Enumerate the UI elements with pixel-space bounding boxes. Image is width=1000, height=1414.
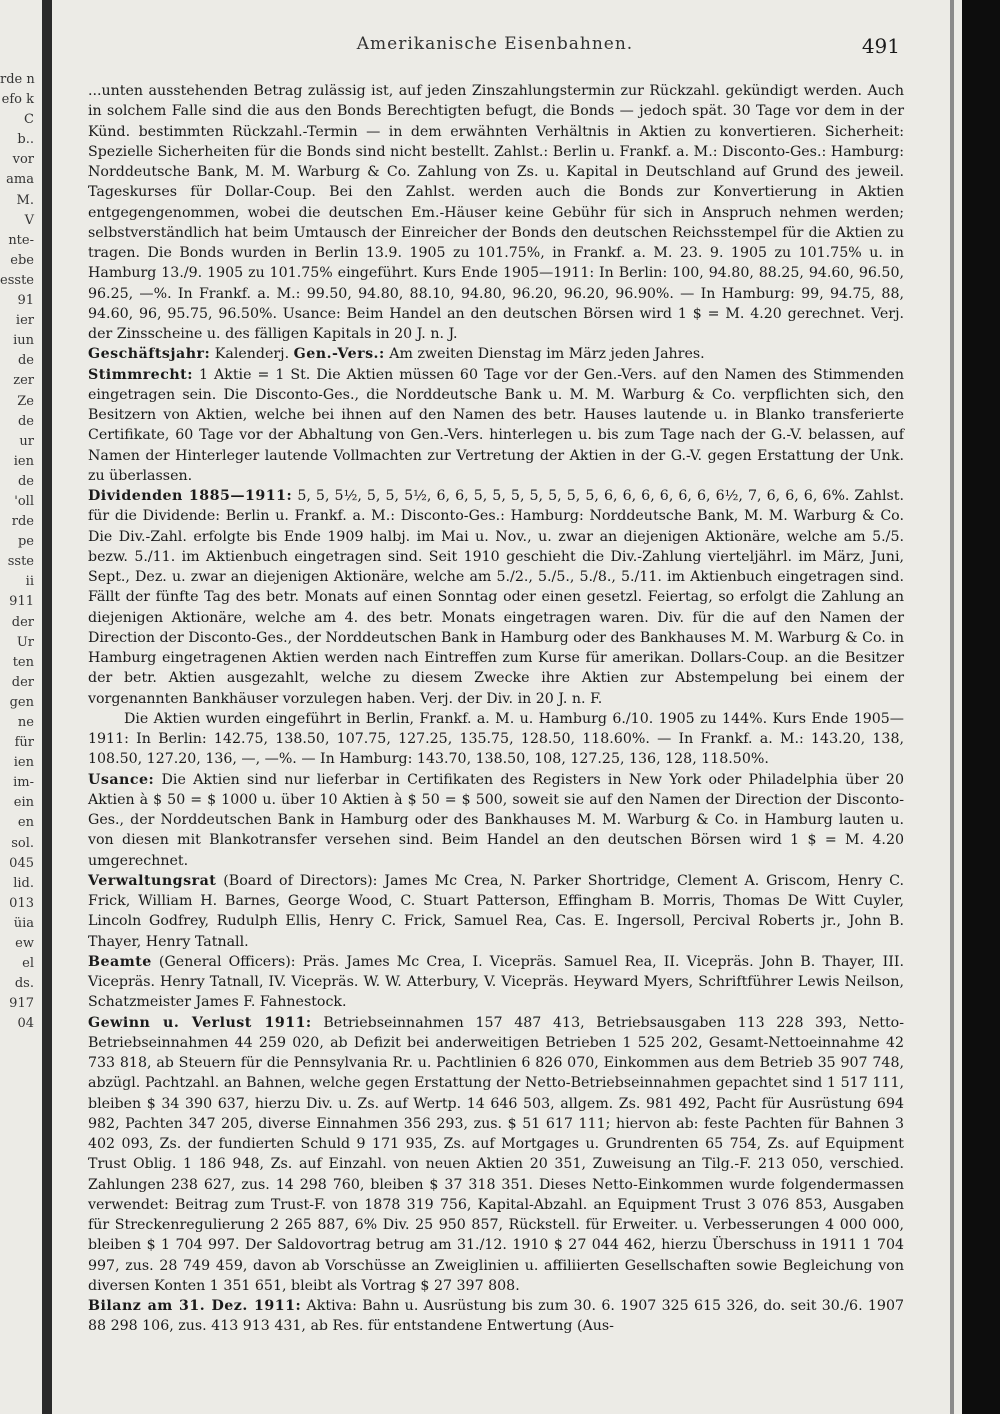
margin-fragment: de xyxy=(17,353,34,369)
margin-fragment: 045 xyxy=(9,855,34,871)
margin-fragment: 917 xyxy=(9,996,34,1012)
margin-fragment: ebe xyxy=(10,252,34,268)
margin-fragment: ien xyxy=(13,453,34,469)
margin-fragment xyxy=(0,1215,40,1235)
paragraph-beamte xyxy=(88,952,904,1013)
margin-fragment xyxy=(0,1115,40,1135)
margin-fragment: pe xyxy=(17,534,34,550)
margin-fragment xyxy=(0,1256,40,1276)
margin-fragment: ten xyxy=(12,654,34,670)
margin-fragment: sste xyxy=(7,554,34,570)
margin-fragment: nte- xyxy=(8,232,34,248)
margin-fragment: b.. xyxy=(17,132,34,148)
margin-fragment xyxy=(0,1276,40,1296)
margin-fragment xyxy=(0,1175,40,1195)
margin-fragment: im- xyxy=(13,775,34,791)
margin-fragment: für xyxy=(14,735,34,751)
margin-fragment: 'oll xyxy=(14,493,34,509)
paragraph-text: Am zweiten Dienstag im März jeden Jahres. xyxy=(384,346,705,363)
paragraph-text: ...unten ausstehenden Betrag zulässig ist, auf jeden Zinszahlungstermin zur Rückzahl. gekündigt werden. Auch in solchem Falle sind die aus den Bonds Berechtigten befugt, die Bonds — jedoch spät. 30 Tage vor dem in der Künd. bestimmten Rückzahl.-Termin — in dem erwähnten Verhältnis in Aktien zu konvertieren. Sicherheit: Spezielle Sicherheiten für die Bonds sind nicht bestellt. Zahlst.: Berlin u. Frankf. a. M.: Disconto-Ges.: Hamburg: Norddeutsche Bank, M. M. Warburg & Co. Zahlung von Zs. u. Kapital in Deutschland auf Grund des jeweil. Tageskurses für Dollar-Coup. Bei den Zahlst. werden auch die Bonds zur Konvertierung in Aktien entgegengenommen, wobei die deutschen Em.-Häuser keine Gebühr für sich in Anspruch nehmen werden; selbstverständlich hat beim Umtausch der Einreicher der Bonds den deutschen Reichsstempel für die Aktien zu tragen. Die Bonds wurden in Berlin 13.9. 1905 zu 101.75%, in Frankf. a. M. 23. 9. 1905 zu 101.75% u. in Hamburg 13./9. 1905 zu 101.75% eingeführt. Kurs Ende 1905—1911: In Berlin: 100, 94.80, 88.25, 94.60, 96.50, 96.25, —%. In Frankf. a. M.: 99.50, 94.80, 88.10, 94.80, 96.20, 96.20, 96.90%. — In Hamburg: 99, 94.75, 88, 94.60, 96, 95.75, 96.50%. Usance: Beim Handel an den deutschen Börsen wird 1 $ = M. 4.20 gerechnet. Verj. der Zinsscheine u. des fälligen Kapitals in 20 J. n. J. xyxy=(88,83,904,342)
paragraph-text: 5, 5, 5½, 5, 5, 5½, 6, 6, 5, 5, 5, 5, 5, 5, 5, 6, 6, 6, 6, 6, 6, 6½, 7, 6, 6, 6, 6%. Zahlst. für die Dividende: Berlin u. Frankf. a. M.: Disconto-Ges.: Hamburg: Norddeutsche Bank, M. M. Warburg & Co. Die Div.-Zahl. erfolgte bis Ende 1909 halbj. im Mai u. Nov., u. zwar an diejenigen Aktionäre, welche am 5./5. bezw. 5./11. im Aktienbuch eingetragen sind. Seit 1910 geschieht die Div.-Zahlung vierteljährl. im März, Juni, Sept., Dez. u. zwar an diejenigen Aktionäre, welche am 5./2., 5./5., 5./8., 5./11. im Aktienbuch eingetragen sind. Fällt der fünfte Tag des betr. Monats auf einen Sonntag oder einen gesetzl. Feiertag, so erfolgt die Zahlung an diejenigen Aktionäre, welche am 4. des betr. Monats eingetragen waren. Div. für die auf den Namen der Direction der Disconto-Ges., der Norddeutschen Bank in Hamburg oder des Bankhauses M. M. Warburg & Co. in Hamburg eingetragenen Aktien werden nach Eintreffen zum Kurse für amerikan. Dollars-Coup. an die Besitzer der betr. Aktien ausgezahlt, welche zu diesem Zwecke ihre Aktien zur Abstempelung bei einem der vorgenannten Bankhäuser vorzulegen haben. Verj. der Div. in 20 J. n. F. xyxy=(88,488,904,707)
paragraph-text: Die Aktien sind nur lieferbar in Certifikaten des Registers in New York oder Philadelphia über 20 Aktien à $ 50 = $ 1000 u. über 10 Aktien à $ 50 = $ 500, soweit sie auf den Namen der Direction der Disconto-Ges., der Norddeutschen Bank in Hamburg oder des Bankhauses M. M. Warburg & Co. in Hamburg lauten u. von diesen mit Blankotransfer versehen sind. Beim Handel an den deutschen Börsen wird 1 $ = M. 4.20 umgerechnet. xyxy=(88,771,904,869)
margin-fragment xyxy=(0,1235,40,1255)
margin-fragment: ne xyxy=(17,715,34,730)
margin-fragment xyxy=(0,1095,40,1115)
margin-fragment: 013 xyxy=(9,895,34,911)
margin-fragment: ama xyxy=(6,172,34,188)
margin-fragment: ein xyxy=(13,795,34,811)
margin-fragment: el xyxy=(22,956,34,972)
margin-fragment: C xyxy=(24,112,34,128)
margin-fragment xyxy=(0,1135,40,1155)
paragraph-aktien-eingefuehrt xyxy=(88,709,904,770)
main-text xyxy=(88,81,904,1337)
section-label: Stimmrecht: xyxy=(88,366,193,383)
adjacent-page-fragments xyxy=(0,70,40,1336)
margin-fragment: en xyxy=(17,815,34,831)
margin-fragment: rde n xyxy=(0,72,35,87)
section-label: Gen.-Vers.: xyxy=(293,346,385,363)
margin-fragment: gen xyxy=(9,694,34,710)
margin-fragment: M. xyxy=(16,192,34,208)
page-header xyxy=(90,34,900,58)
paragraph-text: Die Aktien wurden eingeführt in Berlin, Frankf. a. M. u. Hamburg 6./10. 1905 zu 144%. Kurs Ende 1905—1911: In Berlin: 142.75, 138.50, 107.75, 127.25, 135.75, 128.50, 118.60%. — In Frankf. a. M.: 143.20, 138, 108.50, 127.20, 136, —, —%. — In Hamburg: 143.70, 138.50, 108, 127.25, 136, 128, 118.50%. xyxy=(88,710,904,768)
margin-fragment: vor xyxy=(12,152,34,168)
margin-fragment: 91 xyxy=(17,293,34,309)
paragraph-bilanz xyxy=(88,1296,904,1337)
section-label: Dividenden 1885—1911: xyxy=(88,488,293,504)
paragraph-text: Betriebseinnahmen 157 487 413, Betriebsausgaben 113 228 393, Netto-Betriebseinnahmen 44 259 020, ab Defizit bei anderweitigen Betrieben 1 525 202, Gesamt-Nettoeinnahme 42 733 818, ab Steuern für die Pennsylvania Rr. u. Pachtlinien 6 826 070, Einkommen aus dem Betrieb 35 907 748, abzügl. Pachtzahl. an Bahnen, welche gegen Erstattung der Netto-Betriebseinnahmen gepachtet sind 1 517 111, bleiben $ 34 390 637, hierzu Div. u. Zs. auf Wertp. 14 646 503, allgem. Zs. 981 492, Pacht für Ausrüstung 694 982, Pachten 347 205, diverse Einnahmen 356 293, zus. $ 51 617 111; hiervon ab: feste Pachten für Bahnen 3 402 093, Zs. der fundierten Schuld 9 171 935, Zs. auf Mortgages u. Grundrenten 65 754, Zs. auf Equipment Trust Oblig. 1 186 948, Zs. auf Einzahl. von neuen Aktien 20 351, Zuweisung an Tilg.-F. 213 050, verschied. Zahlungen 238 627, zus. 14 298 760, bleiben $ 37 318 351. Dieses Netto-Einkommen wurde folgendermassen verwendet: Beitrag zum Trust-F. von 1878 319 756, Kapital-Abzahl. an Equipment Trust 3 076 853, Ausgaben für Streckenregulierung 2 265 887, 6% Div. 25 950 857, Rückstell. für Erweiter. u. Verbesserungen 4 000 000, bleiben $ 1 704 997. Der Saldovortrag betrug am 31./12. 1910 $ 27 044 462, hierzu Überschuss in 1911 1 704 997, zus. 28 749 459, davon ab Vorschüsse an Zweiglinien u. affiliierten Gesellschaften sowie Begleichung von diversen Konten 1 351 651, bleibt als Vortrag $ 27 397 808. xyxy=(88,1014,904,1294)
section-label: Gewinn u. Verlust 1911: xyxy=(88,1014,312,1031)
margin-fragment: esste xyxy=(0,272,34,288)
paragraph-text: (Board of Directors): James Mc Crea, N. Parker Shortridge, Clement A. Griscom, Henry C. Frick, William H. Barnes, George Wood, C. Stuart Patterson, Effingham B. Morris, Thomas De Witt Cuyler, Lincoln Godfrey, Rudulph Ellis, Henry C. Frick, Samuel Rea, Cas. E. Ingersoll, Percival Roberts jr., John B. Thayer, Henry Tatnall. xyxy=(88,872,904,950)
section-label: Geschäftsjahr: xyxy=(88,346,211,363)
margin-fragment: Ur xyxy=(16,634,34,650)
margin-fragment xyxy=(0,1075,40,1095)
margin-fragment: de xyxy=(17,473,34,489)
paragraph-gewinn-verlust xyxy=(88,1013,904,1297)
paragraph-verwaltungsrat xyxy=(88,871,904,952)
margin-fragment xyxy=(0,1155,40,1175)
running-title: Amerikanische Eisenbahnen. xyxy=(356,34,634,54)
margin-fragment: der xyxy=(11,614,34,630)
margin-fragment: ier xyxy=(15,313,34,329)
margin-fragment: lid. xyxy=(13,875,34,891)
section-label: Verwaltungsrat xyxy=(88,872,217,889)
margin-fragment: ew xyxy=(15,936,34,952)
margin-fragment xyxy=(0,1035,40,1055)
paragraph-text: (General Officers): Präs. James Mc Crea, I. Vicepräs. Samuel Rea, II. Vicepräs. John B. Thayer, III. Vicepräs. Henry Tatnall, IV. Vicepräs. W. W. Atterbury, V. Vicepräs. Heyward Myers, Schriftführer Lewis Neilson, Schatzmeister James F. Fahnestock. xyxy=(88,953,904,1011)
paragraph-text: 1 Aktie = 1 St. Die Aktien müssen 60 Tage vor der Gen.-Vers. auf den Namen des Stimmenden eingetragen sein. Die Disconto-Ges., die Norddeutsche Bank u. M. M. Warburg & Co. verpflichten sich, den Besitzern von Aktien, welche bei ihnen auf den Namen des betr. Hauses lautende u. in Blanko transferierte Certifikate, 60 Tage vor der Abhaltung von Gen.-Vers. hinterlegen u. bis zum Tage nach der G.-V. belassen, auf Namen der Hinterleger lautende Vollmachten zur Vertretung der Aktien in der G.-V. gegen Erstattung der Unk. zu überlassen. xyxy=(88,366,904,484)
gutter-line xyxy=(42,0,52,1414)
section-label: Usance: xyxy=(88,771,155,788)
paragraph-dividenden xyxy=(88,486,904,709)
margin-fragment: üia xyxy=(13,915,34,931)
margin-fragment: V xyxy=(24,212,34,228)
margin-fragment: de xyxy=(17,413,34,429)
margin-fragment: iun xyxy=(13,333,34,349)
margin-fragment xyxy=(0,1316,40,1336)
margin-fragment: 04 xyxy=(17,1016,34,1032)
margin-fragment: sol. xyxy=(11,835,34,851)
paragraph-usance xyxy=(88,770,904,871)
margin-fragment xyxy=(0,1195,40,1215)
margin-fragment: ii xyxy=(25,574,34,590)
margin-fragment: ien xyxy=(13,755,34,771)
section-label: Bilanz am 31. Dez. 1911: xyxy=(88,1298,302,1314)
right-gap xyxy=(954,0,962,1414)
margin-fragment: rde xyxy=(11,514,34,530)
paragraph-text: Kalenderj. xyxy=(210,346,294,363)
section-label: Beamte xyxy=(88,953,152,970)
paragraph-geschaeftsjahr xyxy=(88,344,904,364)
paragraph-stimmrecht xyxy=(88,365,904,487)
paragraph-text: Aktiva: Bahn u. Ausrüstung bis zum 30. 6. 1907 325 615 326, do. seit 30./6. 1907 88 298 106, zus. 413 913 431, ab Res. für entstandene Entwertung (Aus- xyxy=(88,1298,904,1335)
margin-fragment: ds. xyxy=(14,976,34,992)
margin-fragment xyxy=(0,1055,40,1075)
paragraph-intro xyxy=(88,81,904,344)
margin-fragment: Ze xyxy=(17,393,34,409)
margin-fragment: zer xyxy=(13,373,34,389)
margin-fragment: efo k xyxy=(1,92,34,108)
right-dark-margin xyxy=(962,0,1000,1414)
page-number: 491 xyxy=(861,34,900,58)
margin-fragment xyxy=(0,1296,40,1316)
margin-fragment: der xyxy=(11,674,34,690)
margin-fragment: 911 xyxy=(9,594,34,610)
margin-fragment: ur xyxy=(19,433,34,449)
